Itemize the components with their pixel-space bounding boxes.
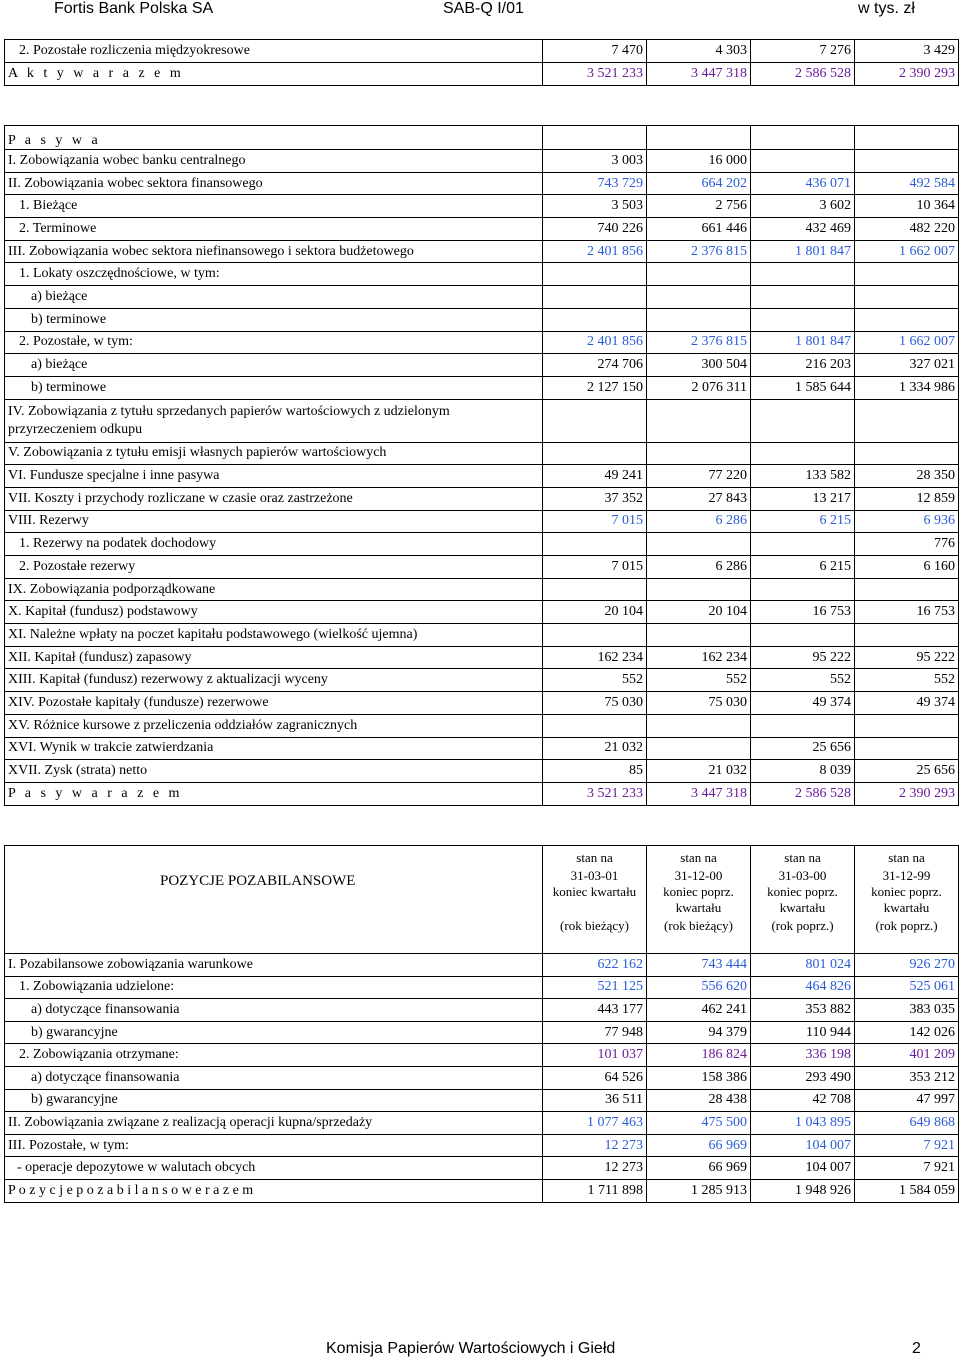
table-row (5, 976, 959, 999)
value-cell: 12 273 (543, 1157, 647, 1180)
value-cell: 47 997 (855, 1089, 959, 1112)
table-row (5, 646, 959, 669)
column-header-line3: (rok bieżący) (560, 918, 629, 933)
table-row (5, 487, 959, 510)
value-cell: 743 444 (647, 954, 751, 977)
value-cell: 110 944 (751, 1021, 855, 1044)
column-header (855, 846, 959, 954)
table-row (5, 150, 959, 173)
table-row (5, 240, 959, 263)
value-cell: 28 350 (855, 465, 959, 488)
value-cell: 2 390 293 (855, 782, 959, 805)
table-row (5, 1089, 959, 1112)
table-row (5, 669, 959, 692)
value-cell (855, 737, 959, 760)
value-cell: 661 446 (647, 218, 751, 241)
spacer-cell (5, 86, 543, 126)
row-label: VI. Fundusze specjalne i inne pasywa (5, 465, 543, 488)
value-cell: 77 220 (647, 465, 751, 488)
value-cell: 552 (543, 669, 647, 692)
row-label: b) gwarancyjne (5, 1021, 543, 1044)
value-cell: 2 376 815 (647, 240, 751, 263)
value-cell: 42 708 (751, 1089, 855, 1112)
value-cell: 1 801 847 (751, 240, 855, 263)
column-header-line1: koniec poprz. (767, 884, 838, 899)
value-cell: 926 270 (855, 954, 959, 977)
value-cell: 492 584 (855, 172, 959, 195)
value-cell: 622 162 (543, 954, 647, 977)
table-row (5, 218, 959, 241)
table-row (5, 399, 959, 442)
value-cell (543, 442, 647, 465)
value-cell: 162 234 (647, 646, 751, 669)
value-cell: 353 882 (751, 999, 855, 1022)
value-cell (855, 714, 959, 737)
value-cell: 521 125 (543, 976, 647, 999)
value-cell: 475 500 (647, 1112, 751, 1135)
value-cell: 6 215 (751, 556, 855, 579)
row-label: a) bieżące (5, 354, 543, 377)
value-cell: 7 921 (855, 1134, 959, 1157)
table-row (5, 1044, 959, 1067)
value-cell (543, 399, 647, 442)
row-label: XIII. Kapitał (fundusz) rezerwowy z aktualizacji wyceny (5, 669, 543, 692)
footer-commission: Komisja Papierów Wartościowych i Giełd (326, 1340, 616, 1357)
spacer-cell (543, 86, 647, 126)
column-header-stan: stan na (680, 850, 717, 865)
column-header-line2 (546, 900, 643, 916)
row-label: 1. Bieżące (5, 195, 543, 218)
value-cell (543, 308, 647, 331)
table-row (5, 40, 959, 63)
row-label: 1. Lokaty oszczędnościowe, w tym: (5, 263, 543, 286)
value-cell: 776 (855, 533, 959, 556)
row-label: IX. Zobowiązania podporządkowane (5, 578, 543, 601)
row-label: a) dotyczące finansowania (5, 999, 543, 1022)
value-cell (751, 442, 855, 465)
value-cell: 649 868 (855, 1112, 959, 1135)
value-cell: 1 043 895 (751, 1112, 855, 1135)
table-row (5, 286, 959, 309)
table-row (5, 556, 959, 579)
column-header (751, 846, 855, 954)
value-cell: 16 753 (751, 601, 855, 624)
value-cell (543, 263, 647, 286)
value-cell: 1 334 986 (855, 376, 959, 399)
value-cell: 158 386 (647, 1066, 751, 1089)
value-cell: 36 511 (543, 1089, 647, 1112)
value-cell: 186 824 (647, 1044, 751, 1067)
value-cell: 27 843 (647, 487, 751, 510)
value-cell (855, 399, 959, 442)
row-label: 2. Terminowe (5, 218, 543, 241)
value-cell: 801 024 (751, 954, 855, 977)
value-cell: 436 071 (751, 172, 855, 195)
value-cell: 104 007 (751, 1157, 855, 1180)
value-cell: 6 936 (855, 510, 959, 533)
value-cell: 664 202 (647, 172, 751, 195)
table-row (5, 999, 959, 1022)
off-balance-title-cell (5, 846, 543, 954)
value-cell (647, 308, 751, 331)
value-cell: 16 753 (855, 601, 959, 624)
value-cell: 293 490 (751, 1066, 855, 1089)
value-cell: 101 037 (543, 1044, 647, 1067)
value-cell: 2 756 (647, 195, 751, 218)
value-cell (543, 624, 647, 647)
value-cell: 525 061 (855, 976, 959, 999)
row-label: b) gwarancyjne (5, 1089, 543, 1112)
value-cell: 432 469 (751, 218, 855, 241)
column-header-line1: koniec poprz. (663, 884, 734, 899)
value-cell: 2 401 856 (543, 331, 647, 354)
table-row (5, 465, 959, 488)
value-cell: 740 226 (543, 218, 647, 241)
value-cell: 95 222 (855, 646, 959, 669)
row-label: 1. Rezerwy na podatek dochodowy (5, 533, 543, 556)
value-cell: 2 586 528 (751, 63, 855, 86)
row-label: 2. Pozostałe rezerwy (5, 556, 543, 579)
header-form: SAB-Q I/01 (443, 0, 524, 17)
row-label: III. Pozostałe, w tym: (5, 1134, 543, 1157)
value-cell (647, 399, 751, 442)
value-cell: 464 826 (751, 976, 855, 999)
table-row (5, 1179, 959, 1202)
table-row (5, 578, 959, 601)
off-balance-header-row (5, 846, 959, 954)
value-cell (751, 308, 855, 331)
value-cell: 552 (855, 669, 959, 692)
value-cell: 94 379 (647, 1021, 751, 1044)
table-row (5, 63, 959, 86)
value-cell: 2 390 293 (855, 63, 959, 86)
value-cell (751, 624, 855, 647)
column-header-line3: (rok poprz.) (875, 918, 938, 933)
row-label: VII. Koszty i przychody rozliczane w czasie oraz zastrzeżone (5, 487, 543, 510)
column-header (543, 846, 647, 954)
value-cell: 21 032 (543, 737, 647, 760)
value-cell: 3 521 233 (543, 782, 647, 805)
row-label: a) dotyczące finansowania (5, 1066, 543, 1089)
row-label: XV. Różnice kursowe z przeliczenia oddziałów zagranicznych (5, 714, 543, 737)
value-cell (855, 624, 959, 647)
value-cell (647, 578, 751, 601)
column-header-line2: kwartału (779, 900, 826, 915)
column-header-line1: koniec kwartału (552, 884, 637, 899)
table-row (5, 263, 959, 286)
value-cell: 353 212 (855, 1066, 959, 1089)
column-header-line3: (rok poprz.) (771, 918, 834, 933)
spacer-row (5, 86, 959, 126)
value-cell: 10 364 (855, 195, 959, 218)
column-header-stan: stan na (888, 850, 925, 865)
row-label: X. Kapitał (fundusz) podstawowy (5, 601, 543, 624)
value-cell: 3 429 (855, 40, 959, 63)
column-header-line2: kwartału (883, 900, 930, 915)
value-cell (647, 126, 751, 150)
value-cell: 300 504 (647, 354, 751, 377)
table-row (5, 601, 959, 624)
spacer-cell (855, 86, 959, 126)
pasywa-title: P a s y w a (5, 126, 543, 150)
row-label: III. Zobowiązania wobec sektora niefinansowego i sektora budżetowego (5, 240, 543, 263)
table-row (5, 714, 959, 737)
table-row (5, 376, 959, 399)
value-cell (855, 286, 959, 309)
value-cell: 75 030 (647, 692, 751, 715)
value-cell: 383 035 (855, 999, 959, 1022)
value-cell (647, 442, 751, 465)
column-header-date: 31-03-00 (778, 868, 827, 883)
row-label: II. Zobowiązania związane z realizacją operacji kupna/sprzedaży (5, 1112, 543, 1135)
value-cell: 64 526 (543, 1066, 647, 1089)
value-cell: 133 582 (751, 465, 855, 488)
value-cell: 16 000 (647, 150, 751, 173)
value-cell: 3 447 318 (647, 63, 751, 86)
value-cell: 8 039 (751, 760, 855, 783)
value-cell: 1 077 463 (543, 1112, 647, 1135)
column-header-stan: stan na (576, 850, 613, 865)
value-cell: 77 948 (543, 1021, 647, 1044)
value-cell (647, 263, 751, 286)
value-cell: 21 032 (647, 760, 751, 783)
value-cell: 443 177 (543, 999, 647, 1022)
value-cell (751, 286, 855, 309)
row-label: XIV. Pozostałe kapitały (fundusze) rezerwowe (5, 692, 543, 715)
table-row (5, 533, 959, 556)
row-label: 1. Zobowiązania udzielone: (5, 976, 543, 999)
value-cell: 142 026 (855, 1021, 959, 1044)
table-row (5, 354, 959, 377)
row-label: XI. Należne wpłaty na poczet kapitału podstawowego (wielkość ujemna) (5, 624, 543, 647)
value-cell: 85 (543, 760, 647, 783)
row-label: 2. Zobowiązania otrzymane: (5, 1044, 543, 1067)
value-cell (543, 533, 647, 556)
value-cell: 13 217 (751, 487, 855, 510)
value-cell: 25 656 (751, 737, 855, 760)
column-header-date: 31-03-01 (570, 868, 619, 883)
value-cell: 28 438 (647, 1089, 751, 1112)
row-label: XVI. Wynik w trakcie zatwierdzania (5, 737, 543, 760)
value-cell (751, 126, 855, 150)
table-row (5, 308, 959, 331)
value-cell: 7 470 (543, 40, 647, 63)
row-label: I. Zobowiązania wobec banku centralnego (5, 150, 543, 173)
row-label: - operacje depozytowe w walutach obcych (5, 1157, 543, 1180)
row-label: VIII. Rezerwy (5, 510, 543, 533)
table-row (5, 172, 959, 195)
value-cell: 49 374 (855, 692, 959, 715)
header-bank: Fortis Bank Polska SA (54, 0, 214, 17)
table-row (5, 624, 959, 647)
row-label: XII. Kapitał (fundusz) zapasowy (5, 646, 543, 669)
column-header-line1: koniec poprz. (871, 884, 942, 899)
table-row (5, 737, 959, 760)
value-cell: 552 (751, 669, 855, 692)
spacer-cell (751, 86, 855, 126)
off-balance-table (4, 845, 959, 1203)
value-cell: 7 015 (543, 510, 647, 533)
column-header-line3: (rok bieżący) (664, 918, 733, 933)
value-cell: 336 198 (751, 1044, 855, 1067)
value-cell: 49 241 (543, 465, 647, 488)
value-cell (855, 150, 959, 173)
value-cell: 2 401 856 (543, 240, 647, 263)
row-label: P o z y c j e p o z a b i l a n s o w e r a z e m (5, 1179, 543, 1202)
value-cell: 2 076 311 (647, 376, 751, 399)
value-cell: 12 273 (543, 1134, 647, 1157)
value-cell: 7 015 (543, 556, 647, 579)
column-header-date: 31-12-00 (674, 868, 723, 883)
value-cell: 6 215 (751, 510, 855, 533)
row-label: A k t y w a r a z e m (5, 63, 543, 86)
value-cell: 552 (647, 669, 751, 692)
value-cell: 2 376 815 (647, 331, 751, 354)
row-label: 2. Pozostałe rozliczenia międzyokresowe (5, 40, 543, 63)
table-row (5, 1066, 959, 1089)
value-cell: 6 286 (647, 510, 751, 533)
column-header (647, 846, 751, 954)
value-cell: 216 203 (751, 354, 855, 377)
value-cell: 3 003 (543, 150, 647, 173)
table-row (5, 331, 959, 354)
row-label: b) terminowe (5, 376, 543, 399)
balance-sheet-table (4, 39, 959, 806)
table-row (5, 442, 959, 465)
value-cell: 3 521 233 (543, 63, 647, 86)
value-cell: 2 127 150 (543, 376, 647, 399)
value-cell (855, 308, 959, 331)
pasywa-title-row (5, 126, 959, 150)
table-row (5, 782, 959, 805)
value-cell: 95 222 (751, 646, 855, 669)
value-cell: 1 584 059 (855, 1179, 959, 1202)
row-label: b) terminowe (5, 308, 543, 331)
column-header-line2: kwartału (675, 900, 722, 915)
value-cell: 7 921 (855, 1157, 959, 1180)
value-cell (647, 714, 751, 737)
table-row (5, 692, 959, 715)
value-cell (751, 263, 855, 286)
row-label: a) bieżące (5, 286, 543, 309)
value-cell (751, 399, 855, 442)
value-cell (647, 286, 751, 309)
value-cell: 274 706 (543, 354, 647, 377)
value-cell: 2 586 528 (751, 782, 855, 805)
footer-page-number: 2 (912, 1340, 921, 1357)
value-cell: 20 104 (647, 601, 751, 624)
value-cell: 1 662 007 (855, 331, 959, 354)
value-cell: 3 503 (543, 195, 647, 218)
value-cell: 1 801 847 (751, 331, 855, 354)
value-cell: 162 234 (543, 646, 647, 669)
value-cell: 104 007 (751, 1134, 855, 1157)
value-cell: 25 656 (855, 760, 959, 783)
value-cell (543, 714, 647, 737)
row-label: IV. Zobowiązania z tytułu sprzedanych papierów wartościowych z udzielonym przyrzeczeniem odkupu (5, 399, 543, 442)
value-cell: 1 948 926 (751, 1179, 855, 1202)
value-cell (855, 126, 959, 150)
table-row (5, 1157, 959, 1180)
value-cell: 12 859 (855, 487, 959, 510)
value-cell (647, 624, 751, 647)
off-balance-title: POZYCJE POZABILANSOWE (160, 873, 356, 889)
table-row (5, 195, 959, 218)
row-label: V. Zobowiązania z tytułu emisji własnych papierów wartościowych (5, 442, 543, 465)
value-cell: 3 447 318 (647, 782, 751, 805)
row-label: 2. Pozostałe, w tym: (5, 331, 543, 354)
value-cell: 75 030 (543, 692, 647, 715)
row-label: II. Zobowiązania wobec sektora finansowego (5, 172, 543, 195)
table-row (5, 760, 959, 783)
column-header-stan: stan na (784, 850, 821, 865)
value-cell (543, 126, 647, 150)
value-cell: 66 969 (647, 1134, 751, 1157)
value-cell: 49 374 (751, 692, 855, 715)
value-cell: 66 969 (647, 1157, 751, 1180)
value-cell: 3 602 (751, 195, 855, 218)
value-cell: 37 352 (543, 487, 647, 510)
value-cell (855, 578, 959, 601)
value-cell: 1 285 913 (647, 1179, 751, 1202)
value-cell (543, 578, 647, 601)
spacer-cell (647, 86, 751, 126)
value-cell: 1 711 898 (543, 1179, 647, 1202)
table-row (5, 510, 959, 533)
column-header-date: 31-12-99 (882, 868, 931, 883)
header-unit: w tys. zł (858, 0, 915, 17)
value-cell: 462 241 (647, 999, 751, 1022)
value-cell: 1 585 644 (751, 376, 855, 399)
value-cell: 482 220 (855, 218, 959, 241)
value-cell: 401 209 (855, 1044, 959, 1067)
value-cell: 7 276 (751, 40, 855, 63)
value-cell (855, 442, 959, 465)
value-cell (647, 533, 751, 556)
value-cell (751, 578, 855, 601)
value-cell (543, 286, 647, 309)
table-row (5, 1134, 959, 1157)
value-cell: 6 286 (647, 556, 751, 579)
value-cell: 4 303 (647, 40, 751, 63)
value-cell: 327 021 (855, 354, 959, 377)
row-label: XVII. Zysk (strata) netto (5, 760, 543, 783)
row-label: I. Pozabilansowe zobowiązania warunkowe (5, 954, 543, 977)
value-cell: 20 104 (543, 601, 647, 624)
table-row (5, 954, 959, 977)
row-label: P a s y w a r a z e m (5, 782, 543, 805)
value-cell (751, 714, 855, 737)
table-row (5, 1112, 959, 1135)
value-cell (751, 533, 855, 556)
table-row (5, 1021, 959, 1044)
value-cell (751, 150, 855, 173)
value-cell (647, 737, 751, 760)
value-cell: 556 620 (647, 976, 751, 999)
value-cell (855, 263, 959, 286)
value-cell: 1 662 007 (855, 240, 959, 263)
value-cell: 6 160 (855, 556, 959, 579)
value-cell: 743 729 (543, 172, 647, 195)
